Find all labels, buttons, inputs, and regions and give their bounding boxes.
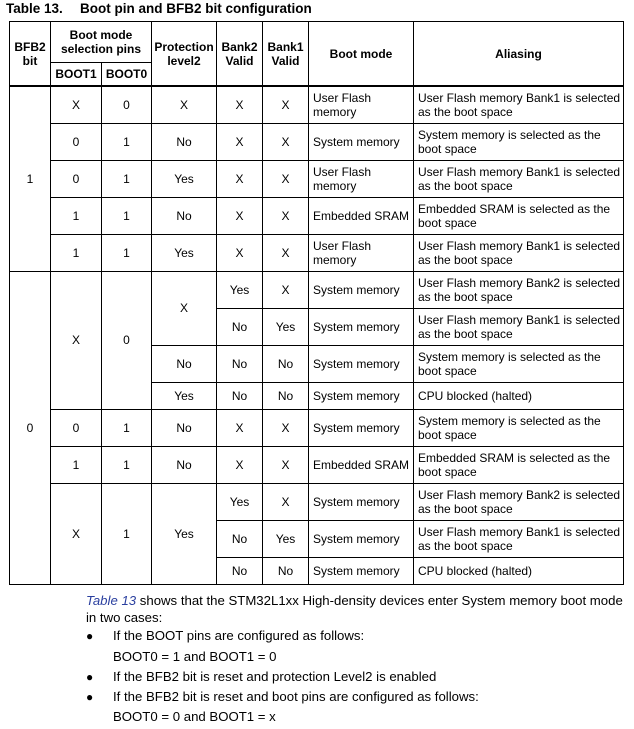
bullet-icon: ● [86,629,94,643]
cell-aliasing: Embedded SRAM is selected as the boot space [414,197,624,234]
cell-protection: No [152,446,217,483]
bullet-item [86,688,479,706]
table-row [10,271,624,308]
cell-boot-mode: System memory [309,409,414,446]
cell-boot1: 0 [51,409,102,446]
cell-aliasing: CPU blocked (halted) [414,557,624,584]
cell-aliasing: User Flash memory Bank1 is selected as the boot space [414,520,624,557]
bullet-text: If the BFB2 bit is reset and boot pins are configured as follows: [113,689,479,704]
cell-bank2: Yes [217,271,263,308]
cell-aliasing: User Flash memory Bank1 is selected as the boot space [414,160,624,197]
header-bfb2: BFB2 bit [10,22,51,87]
cell-protection: X [152,271,217,345]
bullet-subtext: BOOT0 = 1 and BOOT1 = 0 [113,649,277,664]
bullet-icon: ● [86,690,94,704]
cell-aliasing: System memory is selected as the boot space [414,345,624,382]
cell-boot-mode: Embedded SRAM [309,197,414,234]
cell-boot0: 1 [102,483,152,584]
cell-aliasing: User Flash memory Bank1 is selected as the boot space [414,86,624,123]
cell-bank1: X [263,234,309,271]
cell-protection: No [152,123,217,160]
cell-aliasing: User Flash memory Bank1 is selected as the boot space [414,308,624,345]
cell-aliasing: Embedded SRAM is selected as the boot space [414,446,624,483]
cell-bank2: X [217,86,263,123]
cell-bank2: X [217,160,263,197]
header-bank2: Bank2 Valid [217,22,263,87]
cell-boot-mode: System memory [309,483,414,520]
cell-bank1: X [263,123,309,160]
cell-bank2: No [217,382,263,409]
header-boot0: BOOT0 [102,63,152,87]
cell-protection: No [152,197,217,234]
cell-protection: No [152,345,217,382]
header-boot-mode: Boot mode [309,22,414,87]
table-row [10,160,624,197]
cell-bank1: X [263,86,309,123]
cell-bank1: X [263,446,309,483]
cell-bank2: No [217,520,263,557]
cell-aliasing: System memory is selected as the boot space [414,123,624,160]
cell-boot-mode: User Flash memory [309,86,414,123]
cell-boot0: 0 [102,86,152,123]
cell-aliasing: CPU blocked (halted) [414,382,624,409]
bullet-subtext: BOOT0 = 0 and BOOT1 = x [113,709,276,724]
table-row [10,197,624,234]
header-bank1: Bank1 Valid [263,22,309,87]
intro-text: shows that the STM32L1xx High-density devices enter System memory boot mode in two cases: [86,593,623,625]
cell-boot0: 1 [102,197,152,234]
cell-bank2: No [217,557,263,584]
table-number: Table 13. [6,1,63,16]
cell-bank2: X [217,234,263,271]
cell-boot-mode: System memory [309,308,414,345]
cell-protection: Yes [152,382,217,409]
cell-boot-mode: User Flash memory [309,160,414,197]
table-caption [6,1,312,16]
cell-protection: Yes [152,160,217,197]
cell-bank2: Yes [217,483,263,520]
cell-boot1: 0 [51,160,102,197]
bullet-item [86,668,436,686]
cell-boot0: 0 [102,271,152,409]
cell-boot1: X [51,483,102,584]
cell-boot1: 1 [51,234,102,271]
cell-protection: Yes [152,483,217,584]
cell-boot0: 1 [102,123,152,160]
header-protection: Protection level2 [152,22,217,87]
cell-boot0: 1 [102,234,152,271]
bullet-text: If the BOOT pins are configured as follows: [113,628,365,643]
boot-config-table [9,21,624,585]
cell-bank2: X [217,446,263,483]
intro-paragraph [86,592,626,626]
table-row [10,483,624,520]
cell-bank1: X [263,271,309,308]
table-title: Boot pin and BFB2 bit configuration [80,1,312,16]
cell-boot-mode: System memory [309,520,414,557]
cell-protection: No [152,409,217,446]
cell-aliasing: User Flash memory Bank2 is selected as the boot space [414,483,624,520]
table-row [10,234,624,271]
table-row [10,409,624,446]
cell-bfb2: 0 [10,271,51,584]
cell-aliasing: User Flash memory Bank2 is selected as the boot space [414,271,624,308]
cell-bank1: X [263,160,309,197]
cell-bank1: X [263,197,309,234]
cell-boot1: 0 [51,123,102,160]
cell-boot-mode: System memory [309,557,414,584]
cell-boot1: 1 [51,446,102,483]
cell-boot1: X [51,86,102,123]
cell-aliasing: User Flash memory Bank1 is selected as the boot space [414,234,624,271]
cell-bank2: No [217,308,263,345]
cell-bank2: X [217,123,263,160]
cell-bank1: Yes [263,520,309,557]
table-row [10,123,624,160]
cell-protection: Yes [152,234,217,271]
cell-boot-mode: System memory [309,123,414,160]
cell-aliasing: System memory is selected as the boot space [414,409,624,446]
table-row [10,446,624,483]
header-boot1: BOOT1 [51,63,102,87]
cell-bank1: No [263,557,309,584]
table-13-link[interactable]: Table 13 [86,593,137,608]
cell-bank2: No [217,345,263,382]
cell-boot1: X [51,271,102,409]
cell-bank1: No [263,345,309,382]
cell-boot0: 1 [102,446,152,483]
header-boot-pins: Boot mode selection pins [51,22,152,63]
header-aliasing: Aliasing [414,22,624,87]
cell-bank1: X [263,483,309,520]
cell-bank1: X [263,409,309,446]
cell-boot-mode: Embedded SRAM [309,446,414,483]
cell-boot-mode: System memory [309,382,414,409]
cell-boot-mode: User Flash memory [309,234,414,271]
cell-bank1: No [263,382,309,409]
cell-boot-mode: System memory [309,271,414,308]
cell-boot-mode: System memory [309,345,414,382]
cell-bank1: Yes [263,308,309,345]
table-row [10,86,624,123]
bullet-icon: ● [86,670,94,684]
bullet-item [86,627,364,645]
cell-boot1: 1 [51,197,102,234]
cell-boot0: 1 [102,409,152,446]
cell-bank2: X [217,197,263,234]
cell-bank2: X [217,409,263,446]
cell-bfb2: 1 [10,86,51,271]
cell-boot0: 1 [102,160,152,197]
cell-protection: X [152,86,217,123]
bullet-text: If the BFB2 bit is reset and protection Level2 is enabled [113,669,437,684]
